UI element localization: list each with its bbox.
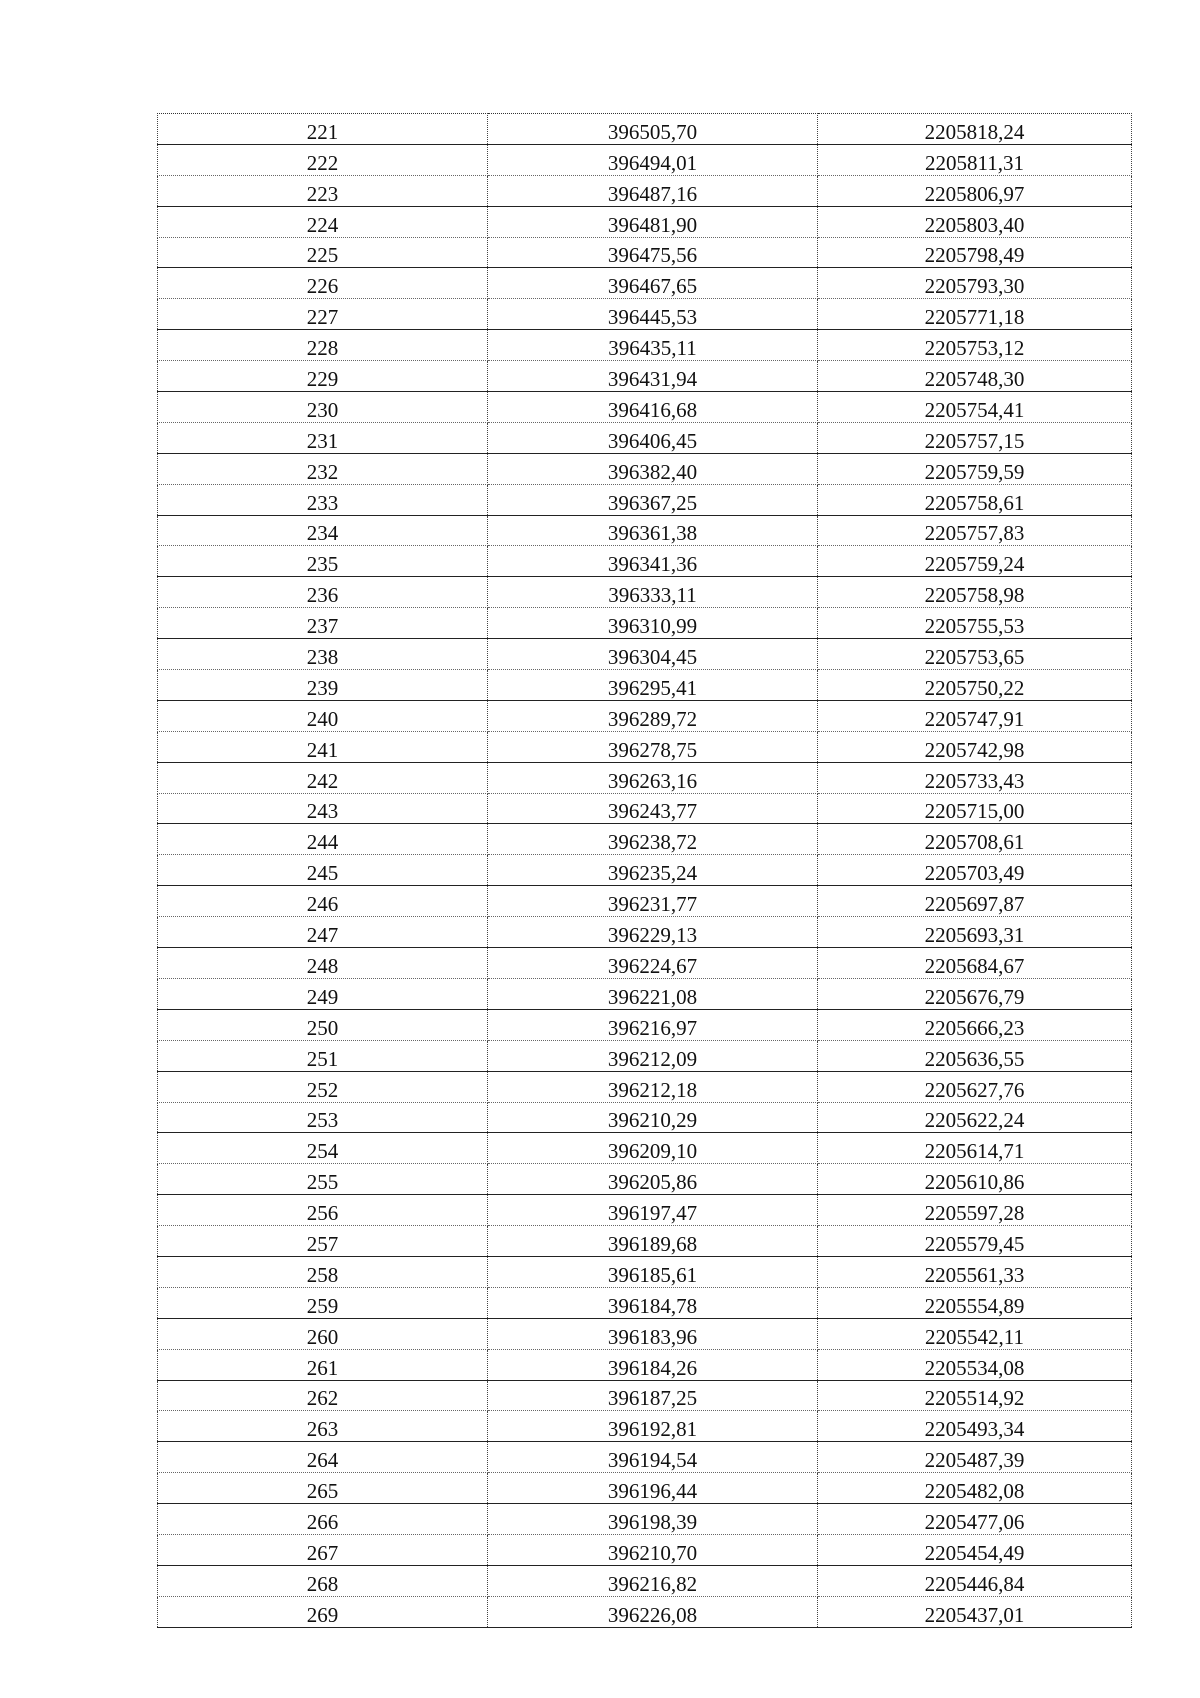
x-coordinate-cell: 396382,40 — [488, 453, 818, 484]
table-row — [158, 1442, 1132, 1473]
point-number-cell: 230 — [158, 392, 488, 423]
table-row — [158, 824, 1132, 855]
x-coordinate-cell: 396209,10 — [488, 1133, 818, 1164]
point-number-cell: 223 — [158, 175, 488, 206]
table-row — [158, 1380, 1132, 1411]
x-coordinate-cell: 396231,77 — [488, 886, 818, 917]
y-coordinate-cell: 2205542,11 — [818, 1318, 1132, 1349]
table-row — [158, 1164, 1132, 1195]
table-row — [158, 1565, 1132, 1596]
point-number-cell: 235 — [158, 546, 488, 577]
point-number-cell: 264 — [158, 1442, 488, 1473]
y-coordinate-cell: 2205437,01 — [818, 1596, 1132, 1627]
point-number-cell: 268 — [158, 1565, 488, 1596]
y-coordinate-cell: 2205759,24 — [818, 546, 1132, 577]
y-coordinate-cell: 2205757,83 — [818, 515, 1132, 546]
y-coordinate-cell: 2205754,41 — [818, 392, 1132, 423]
table-row — [158, 1133, 1132, 1164]
point-number-cell: 233 — [158, 484, 488, 515]
table-row — [158, 484, 1132, 515]
y-coordinate-cell: 2205614,71 — [818, 1133, 1132, 1164]
x-coordinate-cell: 396210,70 — [488, 1534, 818, 1565]
x-coordinate-cell: 396494,01 — [488, 144, 818, 175]
x-coordinate-cell: 396205,86 — [488, 1164, 818, 1195]
x-coordinate-cell: 396481,90 — [488, 206, 818, 237]
x-coordinate-cell: 396467,65 — [488, 268, 818, 299]
y-coordinate-cell: 2205697,87 — [818, 886, 1132, 917]
point-number-cell: 236 — [158, 577, 488, 608]
x-coordinate-cell: 396367,25 — [488, 484, 818, 515]
y-coordinate-cell: 2205748,30 — [818, 361, 1132, 392]
point-number-cell: 242 — [158, 762, 488, 793]
point-number-cell: 222 — [158, 144, 488, 175]
y-coordinate-cell: 2205627,76 — [818, 1071, 1132, 1102]
y-coordinate-cell: 2205487,39 — [818, 1442, 1132, 1473]
point-number-cell: 261 — [158, 1349, 488, 1380]
point-number-cell: 225 — [158, 237, 488, 268]
point-number-cell: 239 — [158, 670, 488, 701]
coordinates-table-body — [158, 114, 1132, 1628]
point-number-cell: 224 — [158, 206, 488, 237]
point-number-cell: 246 — [158, 886, 488, 917]
y-coordinate-cell: 2205750,22 — [818, 670, 1132, 701]
point-number-cell: 228 — [158, 330, 488, 361]
x-coordinate-cell: 396198,39 — [488, 1504, 818, 1535]
table-row — [158, 330, 1132, 361]
y-coordinate-cell: 2205477,06 — [818, 1504, 1132, 1535]
table-row — [158, 1009, 1132, 1040]
table-row — [158, 886, 1132, 917]
table-row — [158, 361, 1132, 392]
point-number-cell: 244 — [158, 824, 488, 855]
point-number-cell: 257 — [158, 1226, 488, 1257]
x-coordinate-cell: 396235,24 — [488, 855, 818, 886]
x-coordinate-cell: 396192,81 — [488, 1411, 818, 1442]
x-coordinate-cell: 396435,11 — [488, 330, 818, 361]
x-coordinate-cell: 396263,16 — [488, 762, 818, 793]
y-coordinate-cell: 2205636,55 — [818, 1040, 1132, 1071]
x-coordinate-cell: 396221,08 — [488, 978, 818, 1009]
point-number-cell: 267 — [158, 1534, 488, 1565]
y-coordinate-cell: 2205703,49 — [818, 855, 1132, 886]
x-coordinate-cell: 396243,77 — [488, 793, 818, 824]
point-number-cell: 229 — [158, 361, 488, 392]
y-coordinate-cell: 2205758,98 — [818, 577, 1132, 608]
y-coordinate-cell: 2205742,98 — [818, 731, 1132, 762]
table-row — [158, 1226, 1132, 1257]
point-number-cell: 252 — [158, 1071, 488, 1102]
table-row — [158, 793, 1132, 824]
point-number-cell: 240 — [158, 700, 488, 731]
x-coordinate-cell: 396226,08 — [488, 1596, 818, 1627]
y-coordinate-cell: 2205493,34 — [818, 1411, 1132, 1442]
x-coordinate-cell: 396183,96 — [488, 1318, 818, 1349]
table-row — [158, 917, 1132, 948]
table-row — [158, 1504, 1132, 1535]
point-number-cell: 243 — [158, 793, 488, 824]
x-coordinate-cell: 396196,44 — [488, 1473, 818, 1504]
table-row — [158, 206, 1132, 237]
table-row — [158, 515, 1132, 546]
table-row — [158, 1040, 1132, 1071]
point-number-cell: 269 — [158, 1596, 488, 1627]
point-number-cell: 255 — [158, 1164, 488, 1195]
y-coordinate-cell: 2205693,31 — [818, 917, 1132, 948]
table-row — [158, 422, 1132, 453]
x-coordinate-cell: 396184,78 — [488, 1287, 818, 1318]
x-coordinate-cell: 396289,72 — [488, 700, 818, 731]
point-number-cell: 232 — [158, 453, 488, 484]
y-coordinate-cell: 2205514,92 — [818, 1380, 1132, 1411]
x-coordinate-cell: 396310,99 — [488, 608, 818, 639]
y-coordinate-cell: 2205676,79 — [818, 978, 1132, 1009]
x-coordinate-cell: 396445,53 — [488, 299, 818, 330]
y-coordinate-cell: 2205798,49 — [818, 237, 1132, 268]
y-coordinate-cell: 2205793,30 — [818, 268, 1132, 299]
y-coordinate-cell: 2205534,08 — [818, 1349, 1132, 1380]
x-coordinate-cell: 396224,67 — [488, 948, 818, 979]
point-number-cell: 241 — [158, 731, 488, 762]
point-number-cell: 248 — [158, 948, 488, 979]
x-coordinate-cell: 396361,38 — [488, 515, 818, 546]
table-row — [158, 700, 1132, 731]
x-coordinate-cell: 396189,68 — [488, 1226, 818, 1257]
x-coordinate-cell: 396475,56 — [488, 237, 818, 268]
point-number-cell: 247 — [158, 917, 488, 948]
table-row — [158, 237, 1132, 268]
point-number-cell: 245 — [158, 855, 488, 886]
point-number-cell: 250 — [158, 1009, 488, 1040]
table-row — [158, 144, 1132, 175]
point-number-cell: 234 — [158, 515, 488, 546]
point-number-cell: 226 — [158, 268, 488, 299]
y-coordinate-cell: 2205806,97 — [818, 175, 1132, 206]
table-row — [158, 608, 1132, 639]
table-row — [158, 1596, 1132, 1627]
y-coordinate-cell: 2205803,40 — [818, 206, 1132, 237]
table-row — [158, 299, 1132, 330]
point-number-cell: 266 — [158, 1504, 488, 1535]
x-coordinate-cell: 396184,26 — [488, 1349, 818, 1380]
y-coordinate-cell: 2205482,08 — [818, 1473, 1132, 1504]
x-coordinate-cell: 396194,54 — [488, 1442, 818, 1473]
y-coordinate-cell: 2205666,23 — [818, 1009, 1132, 1040]
y-coordinate-cell: 2205454,49 — [818, 1534, 1132, 1565]
table-row — [158, 1473, 1132, 1504]
point-number-cell: 249 — [158, 978, 488, 1009]
table-row — [158, 577, 1132, 608]
x-coordinate-cell: 396238,72 — [488, 824, 818, 855]
point-number-cell: 265 — [158, 1473, 488, 1504]
table-row — [158, 268, 1132, 299]
x-coordinate-cell: 396187,25 — [488, 1380, 818, 1411]
x-coordinate-cell: 396185,61 — [488, 1256, 818, 1287]
x-coordinate-cell: 396216,97 — [488, 1009, 818, 1040]
table-row — [158, 1318, 1132, 1349]
point-number-cell: 227 — [158, 299, 488, 330]
table-row — [158, 1349, 1132, 1380]
y-coordinate-cell: 2205708,61 — [818, 824, 1132, 855]
y-coordinate-cell: 2205554,89 — [818, 1287, 1132, 1318]
table-row — [158, 546, 1132, 577]
x-coordinate-cell: 396212,18 — [488, 1071, 818, 1102]
x-coordinate-cell: 396406,45 — [488, 422, 818, 453]
y-coordinate-cell: 2205753,12 — [818, 330, 1132, 361]
y-coordinate-cell: 2205610,86 — [818, 1164, 1132, 1195]
y-coordinate-cell: 2205755,53 — [818, 608, 1132, 639]
x-coordinate-cell: 396333,11 — [488, 577, 818, 608]
point-number-cell: 263 — [158, 1411, 488, 1442]
point-number-cell: 262 — [158, 1380, 488, 1411]
x-coordinate-cell: 396341,36 — [488, 546, 818, 577]
point-number-cell: 253 — [158, 1102, 488, 1133]
x-coordinate-cell: 396229,13 — [488, 917, 818, 948]
y-coordinate-cell: 2205684,67 — [818, 948, 1132, 979]
y-coordinate-cell: 2205747,91 — [818, 700, 1132, 731]
x-coordinate-cell: 396278,75 — [488, 731, 818, 762]
table-row — [158, 978, 1132, 1009]
y-coordinate-cell: 2205771,18 — [818, 299, 1132, 330]
table-row — [158, 1256, 1132, 1287]
table-row — [158, 1102, 1132, 1133]
point-number-cell: 254 — [158, 1133, 488, 1164]
y-coordinate-cell: 2205446,84 — [818, 1565, 1132, 1596]
table-row — [158, 1534, 1132, 1565]
point-number-cell: 231 — [158, 422, 488, 453]
table-row — [158, 948, 1132, 979]
y-coordinate-cell: 2205757,15 — [818, 422, 1132, 453]
y-coordinate-cell: 2205811,31 — [818, 144, 1132, 175]
y-coordinate-cell: 2205579,45 — [818, 1226, 1132, 1257]
point-number-cell: 259 — [158, 1287, 488, 1318]
point-number-cell: 238 — [158, 639, 488, 670]
y-coordinate-cell: 2205759,59 — [818, 453, 1132, 484]
table-row — [158, 1071, 1132, 1102]
table-row — [158, 670, 1132, 701]
point-number-cell: 221 — [158, 114, 488, 145]
table-row — [158, 639, 1132, 670]
y-coordinate-cell: 2205715,00 — [818, 793, 1132, 824]
table-row — [158, 731, 1132, 762]
table-row — [158, 453, 1132, 484]
x-coordinate-cell: 396210,29 — [488, 1102, 818, 1133]
x-coordinate-cell: 396304,45 — [488, 639, 818, 670]
x-coordinate-cell: 396416,68 — [488, 392, 818, 423]
y-coordinate-cell: 2205597,28 — [818, 1195, 1132, 1226]
x-coordinate-cell: 396295,41 — [488, 670, 818, 701]
y-coordinate-cell: 2205758,61 — [818, 484, 1132, 515]
point-number-cell: 251 — [158, 1040, 488, 1071]
table-row — [158, 175, 1132, 206]
point-number-cell: 260 — [158, 1318, 488, 1349]
x-coordinate-cell: 396505,70 — [488, 114, 818, 145]
x-coordinate-cell: 396212,09 — [488, 1040, 818, 1071]
point-number-cell: 256 — [158, 1195, 488, 1226]
y-coordinate-cell: 2205753,65 — [818, 639, 1132, 670]
x-coordinate-cell: 396197,47 — [488, 1195, 818, 1226]
table-row — [158, 1195, 1132, 1226]
y-coordinate-cell: 2205561,33 — [818, 1256, 1132, 1287]
table-row — [158, 114, 1132, 145]
x-coordinate-cell: 396216,82 — [488, 1565, 818, 1596]
coordinates-table — [157, 113, 1132, 1628]
table-row — [158, 1411, 1132, 1442]
table-row — [158, 762, 1132, 793]
x-coordinate-cell: 396431,94 — [488, 361, 818, 392]
x-coordinate-cell: 396487,16 — [488, 175, 818, 206]
y-coordinate-cell: 2205818,24 — [818, 114, 1132, 145]
table-row — [158, 855, 1132, 886]
y-coordinate-cell: 2205622,24 — [818, 1102, 1132, 1133]
table-row — [158, 1287, 1132, 1318]
y-coordinate-cell: 2205733,43 — [818, 762, 1132, 793]
point-number-cell: 258 — [158, 1256, 488, 1287]
point-number-cell: 237 — [158, 608, 488, 639]
table-row — [158, 392, 1132, 423]
